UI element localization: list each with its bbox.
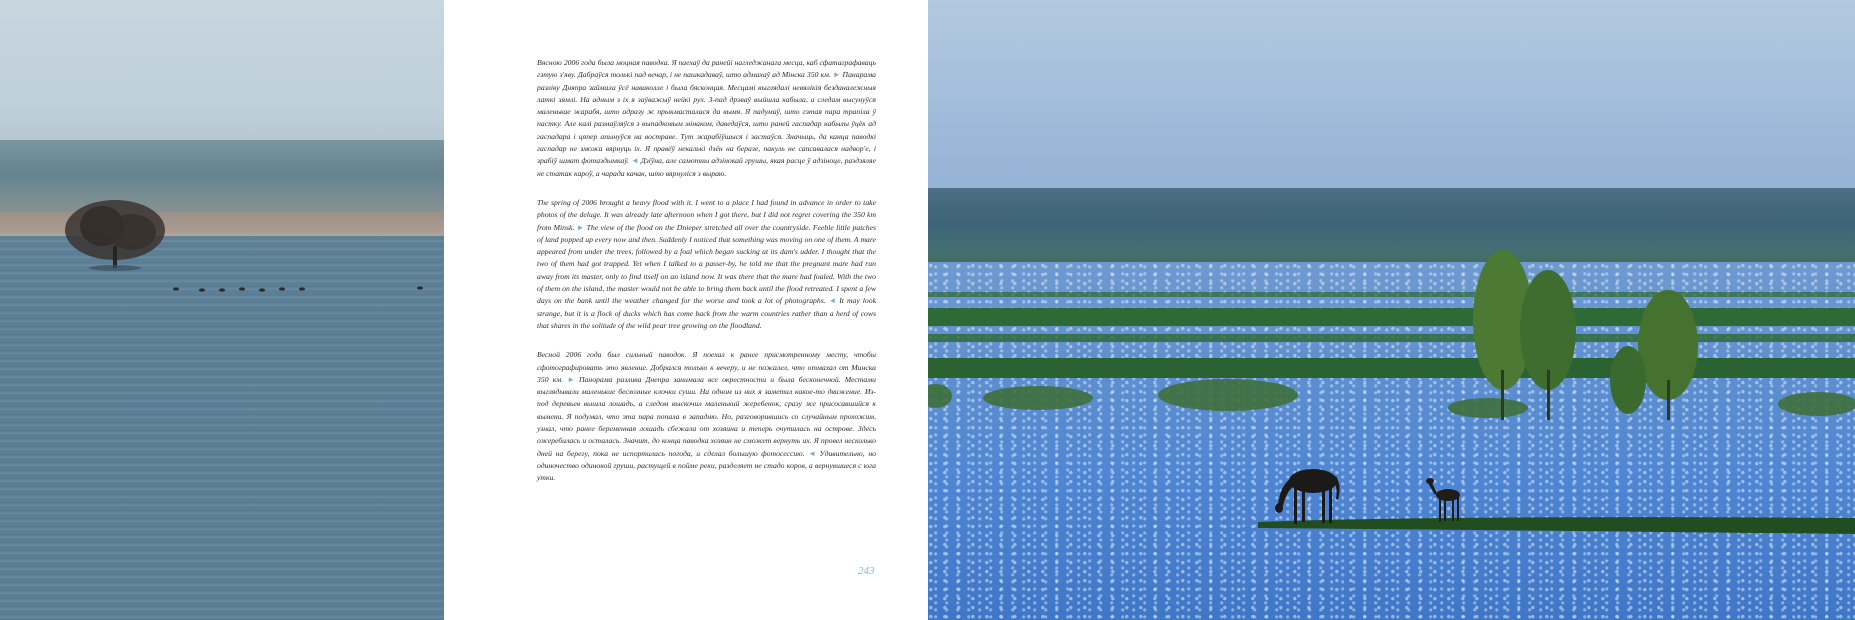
island-trees [1473,250,1698,420]
triangle-marker-icon: ◄ [808,448,816,458]
text-page [444,0,928,620]
paragraph-russian [537,349,876,484]
english-text-part-2: The view of the flood on the Dnieper stretched all over the countryside. Feeble little patches of land popped up every now and then. Suddenly I noticed that something was moving on one of them. A mare appeared from under the trees, followed by a foal which began sucking at its dam's udder. I thought that the two of them had got trapped. Yet when I talked to a passer-by, he told me that the pregnant mare had run away from its master, only to find itself on an island now. It was there that the mare had foaled. With the two of them on the island, the master would not be able to bring them back until the flood retreated. I spent a few days on the bank until the weather changed for the worse and took a lot of photographs. [537,222,877,306]
russian-text-part-1: Весной 2006 года был сильный паводок. Я поехал к ранее присмотренному месту, чтобы сфотографировать это явление. Добрался только к вечеру, и не пожалел, что отмахал от Минска 350 км. [537,350,876,384]
duck-flock [170,283,430,293]
triangle-marker-icon: ► [576,222,585,232]
text-column [537,57,876,502]
page-number: 243 [858,565,875,577]
paragraph-english [537,197,876,332]
belarusian-text-part-1: Вясною 2006 года была моцная паводка. Я паехаў да ранейі нагледжанага месца, каб сфатаграфаваць гэтую з'яву. Дабраўся толькі пад вечар, і не пашкадаваў, што адмахаў ад Мінска 350 км. [537,58,876,80]
left-photo-flood-tree [0,0,444,620]
foreground-island-with-horses [928,0,1855,620]
triangle-marker-icon: ► [832,70,841,80]
foal-silhouette [1426,478,1460,522]
mare-silhouette [1275,469,1340,524]
bushes [928,379,1855,418]
triangle-marker-icon: ◄ [631,156,639,166]
triangle-marker-icon: ◄ [828,296,837,306]
paragraph-belarusian [537,57,876,180]
right-photo-flood-horses [928,0,1855,620]
russian-text-part-2: Панорама разлива Днепра занимала все окрестности и была бесконечной. Местами выглядывали маленькие бесхозные клочки суши. На одном из них я заметил какое-то движение. Из-под деревьев вышла лошадь, а следом выскочил маленький жеребенок, сразу же присосавшийся к вымени. Я подумал, что эта пара попала в западню. Но, разговорившись со случайным прохожим, узнал, что ранее беременная лошадь сбежала от хозяина и теперь очутилась на острове. Здесь ожеребилась и осталась. Значит, до конца паводка хозяин не сможет вернуть их. Я провел несколько дней на берегу, пока не испортилась погода, и сделал большую фотосессию. [537,374,877,458]
belarusian-text-part-3: Дзіўна, але самотны адзінокай грушы, якая расце ў адзіноце, раздзяляе не статак кароў, а чарада качак, што вярнуліся з выраю. [537,156,877,178]
english-text-part-3: It may look strange, but it is a flock of ducks which has come back from the warm countries rather than a herd of cows that shares in the solitude of the wild pear tree growing on the floodland. [537,296,876,330]
belarusian-text-part-2: Панарама разліву Дняпра займала ўсё наваколле і была бясконцая. Месцамі выглядалі невялікія безданалежныя латкі зямлі. На адным з іх я заўважыў нейкі рух. З-пад дрэваў выйшла кабыла, а следам высунуўся маленькае жарабя, што адразу ж прыкмасталася да вымя. Я падумаў, што гэтая пара трапіла ў пастку. Але калі размаўляўся з выпадковым мінаком, даведаўся, што раней гаспадар кабылы ўцёк ад гаспадара і цяпер апынуўся на востраве. Тут жарабіўшыся і застаўся. Значыць, да канца паводкі гаспадар не зможа вярнуць іх. Я правёў некалькі дзён на беразе, пакуль не сапсавалася надвор'е, і зрабіў шмат фотаздымкаў. [537,70,877,166]
flood-water [0,236,444,620]
lone-pear-tree [62,196,168,272]
triangle-marker-icon: ► [567,374,575,384]
grass-island [1258,517,1855,534]
russian-text-part-3: Удивительно, но одиночество одинокой груши, растущей в пойме реки, разделяет не стадо коров, а вернувшиеся с юга утки. [537,448,877,483]
english-text-part-1: The spring of 2006 brought a heavy flood with it. I went to a place I had found in advance in order to take photos of the deluge. It was already late afternoon when I got there, but I did not regret covering the 350 km from Minsk. [537,197,876,232]
